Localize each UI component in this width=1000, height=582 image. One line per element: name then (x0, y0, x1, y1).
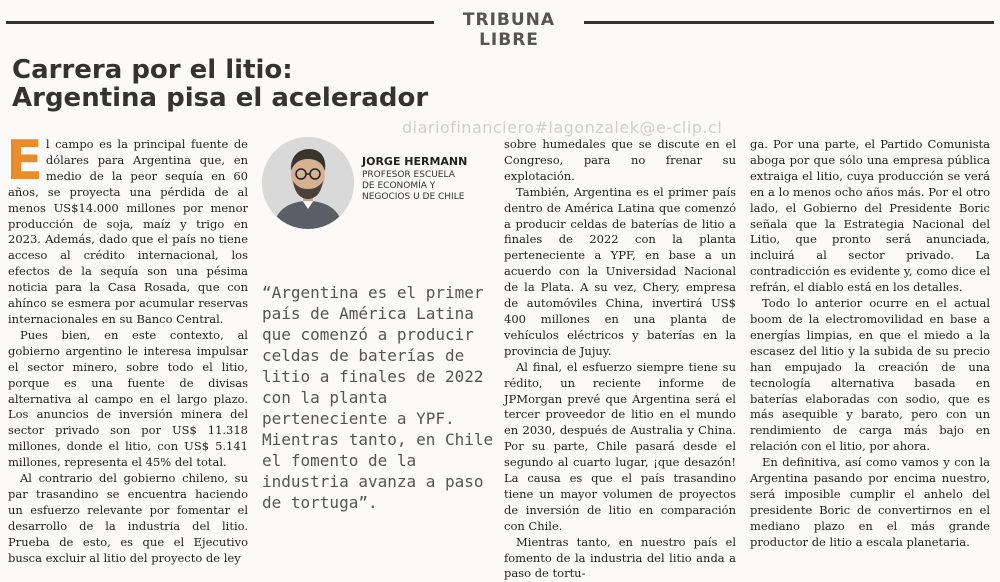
paragraph: ga. Por una parte, el Partido Comunista aboga por que sólo una empresa pública extraiga el litio, cuya producción se verá en a lo menos ocho años más. Por el otro lado, el Gobierno del Presidente Boric señala que la Estrategia Nacional del Litio, que pronto será anunciada, incluirá al sector privado. La contradicción es evidente y, como dice el refrán, el diablo está en los detalles. (750, 137, 990, 295)
body-column-2 (504, 137, 736, 582)
pull-quote: “Argentina es el primer país de América Latina que comenzó a producir celdas de baterías de litio a finales de 2022 con la planta perteneciente a YPF. Mientras tanto, en Chile el fomento de la industria avanza a paso de tortuga”. (262, 283, 494, 512)
paragraph: sobre humedales que se discute en el Congreso, para no frenar su explotación. (504, 137, 736, 183)
drop-cap: E (6, 129, 43, 192)
headline-line-1: Carrera por el litio: (12, 55, 293, 85)
paragraph: Mientras tanto, en nuestro país el fomento de la industria del litio anda a paso de tortu- (504, 534, 736, 581)
author-portrait-icon (262, 137, 354, 229)
paragraph-text: l campo es la principal fuente de dólares para Argentina que, en medio de la peor sequía en 60 años, se proyecta una pérdida de al menos US$14.000 millones por menor producción de soja, maíz y trigo en 2023. Además, dado que el país no tiene acceso al crédito internacional, los efectos de la sequía son una pésima noticia para la Casa Rosada, que con ahínco se esmera por acumular reservas internacionales en su Banco Central. (8, 137, 248, 326)
headline-line-2: Argentina pisa el acelerador (12, 83, 429, 113)
section-rule-right (584, 21, 994, 24)
paragraph: También, Argentina es el primer país dentro de América Latina que comenzó a producir celdas de baterías de litio a finales de 2022 con la planta perteneciente a YPF, en base a un acuerdo con la Universidad Nacional de la Plata. A su vez, Chery, empresa de automóviles China, invertirá US$ 400 millones en una planta de vehículos eléctricos y baterías en la provincia de Jujuy. (504, 184, 736, 358)
section-label: TRIBUNA LIBRE (462, 10, 556, 50)
paragraph: Todo lo anterior ocurre en el actual boom de la electromovilidad en base a energías limpias, en que el miedo a la escasez del litio y la subida de su precio han empujado la creación de una tecnología alternativa basada en baterías elaboradas con sodio, que es más asequible y barato, pero con un rendimiento de carga más bajo en relación con el litio, por ahora. (750, 296, 990, 454)
section-header (0, 10, 1000, 50)
author-byline (362, 155, 492, 203)
author-role: PROFESOR ESCUELA DE ECONOMÍA Y NEGOCIOS U DE CHILE (362, 170, 465, 202)
paragraph: Al final, el esfuerzo siempre tiene su rédito, un reciente informe de JPMorgan prevé que Argentina será el tercer proveedor de litio en el mundo en 2030, después de Australia y China. Por su parte, Chile pasará desde el segundo al cuarto lugar, ¡que desazón! La causa es que el país trasandino tiene un mayor volumen de proyectos de inversión de litio en comparación con Chile. (504, 359, 736, 533)
body-column-3 (750, 137, 990, 551)
paragraph: Pues bien, en este contexto, al gobierno argentino le interesa impulsar el sector minero, sobre todo el litio, porque es una fuente de divisas alternativa al campo en el largo plazo. Los anuncios de inversión minera del sector privado son por US$ 11.318 millones, donde el litio, con US$ 5.141 millones, representa el 45% del total. (8, 327, 248, 470)
paragraph: En definitiva, así como vamos y con la Argentina pasando por encima nuestro, será imposible cumplir el anhelo del presidente Boric de convertirnos en el mediano plazo en el más grande productor de litio a escala planetaria. (750, 455, 990, 549)
watermark: diariofinanciero#lagonzalek@e-clip.cl (402, 118, 723, 137)
paragraph (6, 129, 248, 328)
body-column-1 (6, 129, 248, 566)
headline (12, 56, 492, 112)
section-rule-left (6, 21, 434, 24)
author-photo (262, 137, 354, 229)
paragraph: Al contrario del gobierno chileno, su par trasandino se encuentra haciendo un esfuerzo relevante por fomentar el desarrollo de la industria del litio. Prueba de esto, es que el Ejecutivo busca excluir al litio del proyecto de ley (8, 471, 248, 565)
author-name: JORGE HERMANN (362, 155, 468, 168)
